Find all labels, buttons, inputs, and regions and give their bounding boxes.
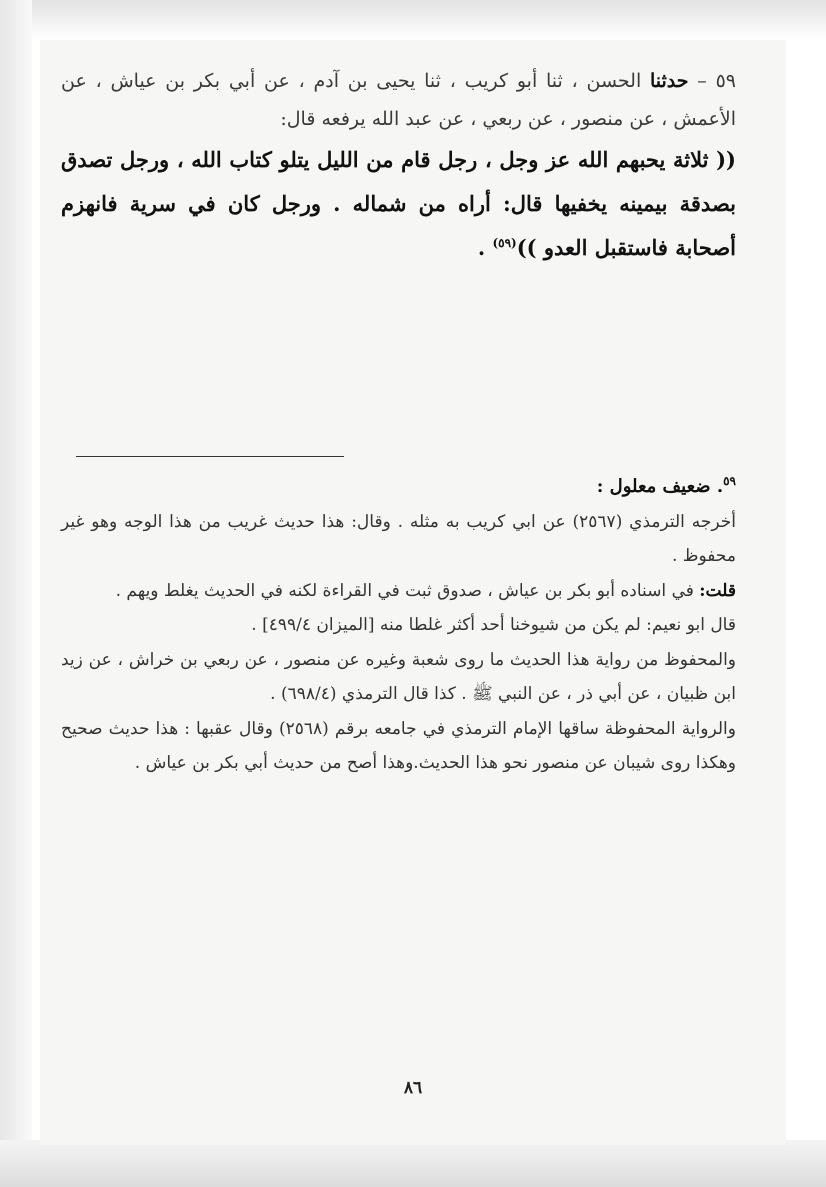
footnotes	[61, 470, 736, 781]
footnote-heading	[61, 470, 736, 505]
scan-shadow-left	[0, 0, 32, 1187]
scan-shadow-bottom	[0, 1140, 826, 1187]
footnote-marker: ٥٩	[723, 474, 736, 488]
hadith-number: ٥٩	[715, 70, 736, 92]
footnote-paragraph-4: والمحفوظ من رواية هذا الحديث ما روى شعبة وغيره عن منصور ، عن ربعي بن خراش ، عن زيد ابن ظبيان ، عن أبي ذر ، عن النبي ﷺ . كذا قال الترمذي (٦٩٨/٤) .	[61, 649, 736, 704]
matn-end: .	[477, 235, 493, 260]
haddathana-word: حدثنا	[650, 70, 689, 92]
footnote-paragraph-1: أخرجه الترمذي (٢٥٦٧) عن ابي كريب به مثله . وقال: هذا حديث غريب من هذا الوجه وهو غير محفوظ .	[61, 511, 736, 566]
footnote-paragraph-2-text: في اسناده أبو بكر بن عياش ، صدوق ثبت في القراءة لكنه في الحديث يغلط ويهم .	[115, 580, 700, 601]
book-page	[40, 40, 786, 1145]
matn-text: (( ثلاثة يحبهم الله عز وجل ، رجل قام من الليل يتلو كتاب الله ، ورجل تصدق بصدقة بيمينه يخفيها قال: أراه من شماله . ورجل كان في سرية فانهزم أصحابة فاستقبل العدو ))	[61, 147, 736, 260]
hadith-dash: –	[688, 70, 716, 92]
qult-label: قلت:	[699, 580, 736, 601]
scan-shadow-top	[0, 0, 826, 40]
footnote-paragraph-5: والرواية المحفوظة ساقها الإمام الترمذي في جامعه برقم (٢٥٦٨) وقال عقبها : هذا حديث صحيح وهكذا روى شيبان عن منصور نحو هذا الحديث.وهذا أصح من حديث أبي بكر بن عياش .	[61, 718, 736, 773]
footnote-paragraph-3: قال ابو نعيم: لم يكن من شيوخنا أحد أكثر غلطا منه [الميزان ٤٩٩/٤] .	[251, 615, 736, 635]
hadith-matn	[61, 138, 736, 270]
footnote-divider	[76, 456, 344, 457]
hadith-isnad	[61, 62, 736, 138]
hadith-text	[61, 62, 736, 270]
footnote-paragraph-2	[61, 574, 736, 609]
footnote-ref[interactable]: (٥٩)	[492, 236, 517, 250]
footnote-grade: . ضعيف معلول :	[596, 476, 724, 497]
isnad-chain: الحسن ، ثنا أبو كريب ، ثنا يحيى بن آدم ، عن أبي بكر بن عياش ، عن الأعمش ، عن منصور ، عن ربعي ، عن عبد الله يرفعه قال:	[61, 70, 736, 130]
page-number: ٨٦	[403, 1078, 423, 1098]
